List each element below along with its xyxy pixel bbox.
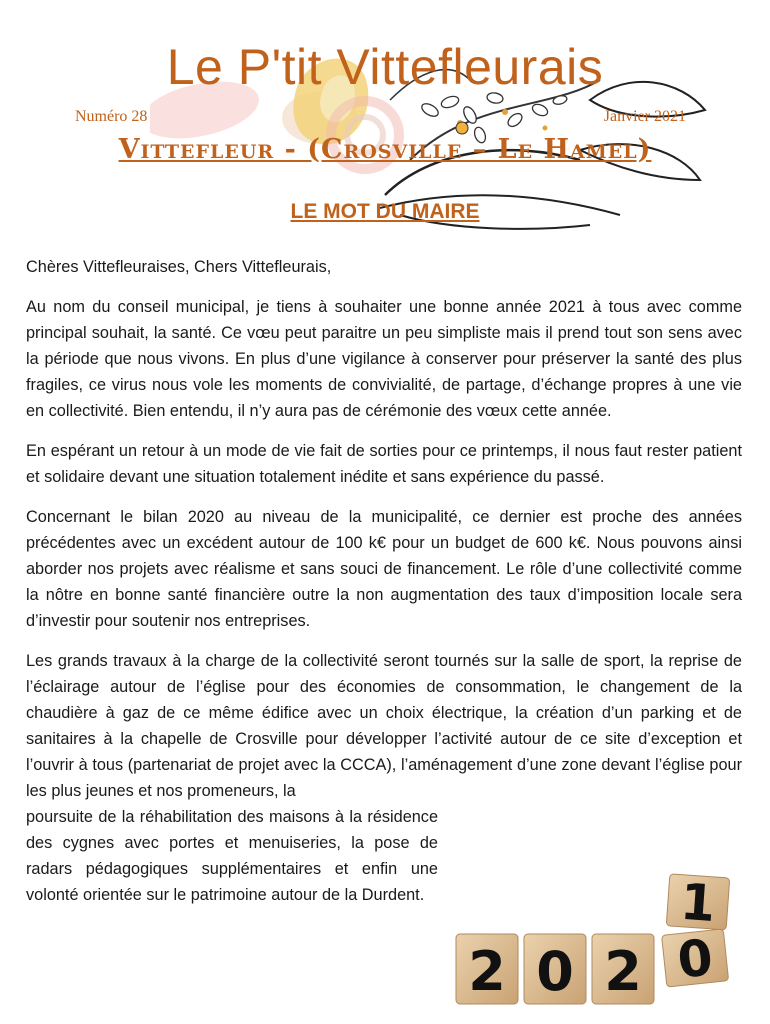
paragraph-4: Les grands travaux à la charge de la collectivité seront tournés sur la salle de sport, la reprise de l’éclairage autour de l’église pour des économies de consommation, le changement de la chaudière à gaz de ce même édifice avec un choix électrique, la création d’un parking et de sanitaires à la chapelle de Crosville pour développer l’activité autour de ce site d’exception et l’ouvrir à tous (partenariat de projet avec la CCCA), l’aménagement d’une zone devant l’église pour les plus jeunes et nos promeneurs, la — [26, 652, 742, 800]
block-5 — [666, 872, 730, 934]
issue-date: Janvier 2021 — [603, 108, 686, 125]
block-digit-2: 0 — [536, 940, 574, 1003]
paragraph-3: Concernant le bilan 2020 au niveau de la municipalité, ce dernier est proche des années précédentes avec un excédent autour de 100 k€ pour un budget de 600 k€. Nous pouvons ainsi aborder nos projets avec réalisme et sans souci de financement. Le rôle d’une collectivité comme la nôtre en bonne santé financière outre la non augmentation des taux d’imposition locale sera d’investir pour soutenir nos entreprises. — [26, 508, 742, 630]
block-digit-4: 0 — [674, 928, 716, 990]
letter-greeting: Chères Vittefleuraises, Chers Vittefleurais, — [26, 258, 332, 276]
block-2 — [524, 934, 586, 1004]
block-digit-1: 2 — [468, 940, 506, 1003]
block-4 — [661, 927, 729, 991]
block-3 — [592, 934, 654, 1004]
section-title: LE MOT DU MAIRE — [290, 200, 480, 223]
issue-number: Numéro 28 — [75, 108, 148, 125]
block-digit-3: 2 — [604, 940, 642, 1003]
masthead — [0, 0, 770, 240]
paragraph-4-continuation: poursuite de la réhabilitation des maisons à la résidence des cygnes avec portes et menuiseries, la pose de radars pédagogiques supplémentaires et enfin une volonté orientée sur le patrimoine autour de la Durdent. — [26, 808, 438, 904]
block-1 — [456, 934, 518, 1004]
wooden-blocks-image — [452, 872, 742, 1012]
newsletter-title: Le P'tit Vittefleurais — [166, 39, 604, 95]
letter-body — [26, 254, 742, 922]
villages-heading: Vittefleur - (Crosville – Le Hamel) — [118, 134, 652, 165]
paragraph-2: En espérant un retour à un mode de vie fait de sorties pour ce printemps, il nous faut rester patient et solidaire devant une situation totalement inédite et sans expérience du passé. — [26, 442, 742, 486]
block-digit-5: 1 — [678, 872, 718, 934]
paragraph-1: Au nom du conseil municipal, je tiens à souhaiter une bonne année 2021 à tous avec comme principal souhait, la santé. Ce vœu peut paraitre un peu simpliste mais il prend tout son sens avec la période que nous vivons. En plus d’une vigilance à conserver pour préserver la santé des plus fragiles, ce virus nous vole les moments de convivialité, de partage, d’échange propres à une vie en collectivité. Bien entendu, il n’y aura pas de cérémonie des vœux cette année. — [26, 298, 742, 420]
